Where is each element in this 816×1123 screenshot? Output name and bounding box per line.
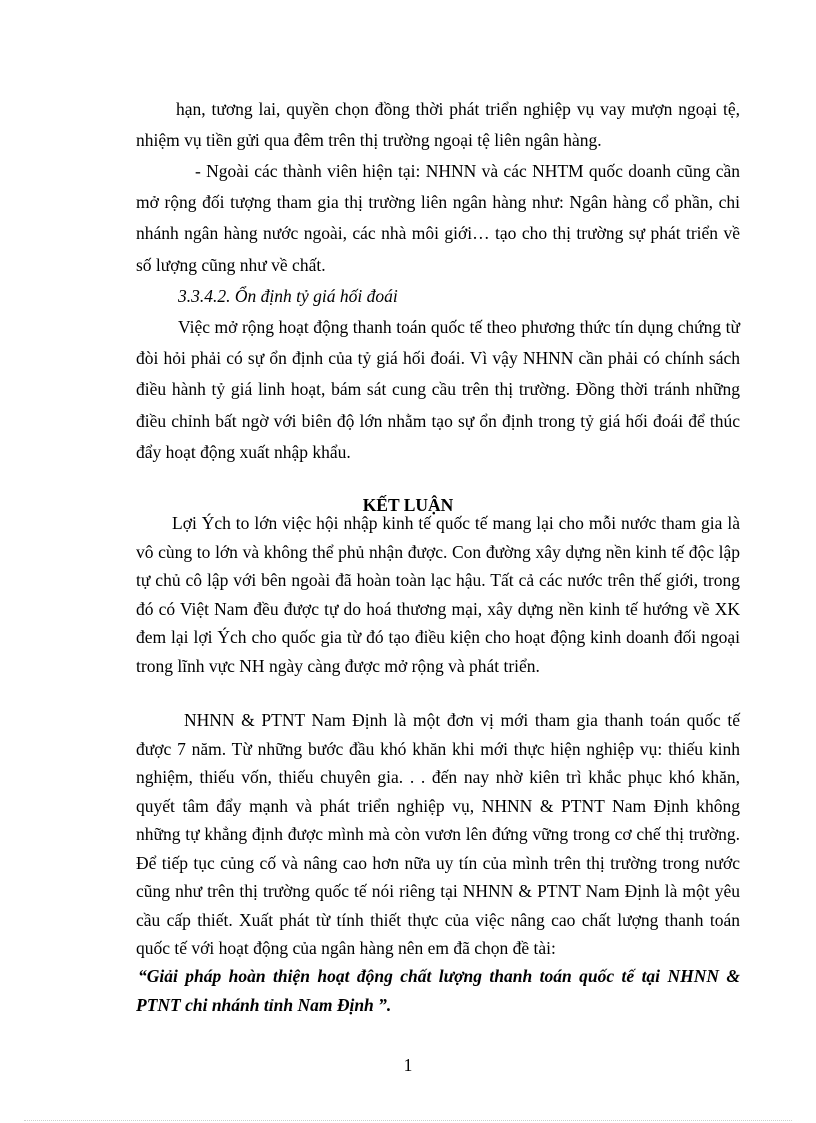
page-bottom-rule <box>24 1120 792 1121</box>
conclusion-heading: KẾT LUẬN <box>362 495 454 515</box>
page-number: 1 <box>403 1055 413 1075</box>
paragraph-participants: - Ngoài các thành viên hiện tại: NHNN và các NHTM quốc doanh cũng cần mở rộng đối tượng tham gia thị trường liên ngân hàng như: Ngân hàng cổ phần, chi nhánh ngân hàng nước ngoài, các nhà môi giới… tạo cho thị trường sự phát triển về số lượng cũng như về chất. <box>136 161 740 275</box>
thesis-topic-title: “Giải pháp hoàn thiện hoạt động chất lượng thanh toán quốc tế tại NHNN & PTNT chi nhánh tỉnh Nam Định ”. <box>136 966 740 1015</box>
paragraph-exchange-rate: Việc mở rộng hoạt động thanh toán quốc tế theo phương thức tín dụng chứng từ đòi hỏi phải có sự ổn định của tỷ giá hối đoái. Vì vậy NHNN cần phải có chính sách điều hành tỷ giá linh hoạt, bám sát cung cầu trên thị trường. Đồng thời tránh những điều chỉnh bất ngờ với biên độ lớn nhằm tạo sự ổn định trong tỷ giá hối đoái để thúc đẩy hoạt động xuất nhập khẩu. <box>136 317 740 462</box>
paragraph-interbank-continuation: hạn, tương lai, quyền chọn đồng thời phát triển nghiệp vụ vay mượn ngoại tệ, nhiệm vụ tiền gửi qua đêm trên thị trường ngoại tệ liên ngân hàng. <box>136 99 740 151</box>
section-subheading: 3.3.4.2. Ổn định tỷ giá hối đoái <box>178 286 398 306</box>
conclusion-paragraph-bank: NHNN & PTNT Nam Định là một đơn vị mới tham gia thanh toán quốc tế được 7 năm. Từ những bước đầu khó khăn khi mới thực hiện nghiệp vụ: thiếu kinh nghiệm, thiếu vốn, thiếu chuyên gia. . . đến nay nhờ kiên trì khắc phục khó khăn, quyết tâm đẩy mạnh và phát triển nghiệp vụ, NHNN & PTNT Nam Định không những tự khẳng định được mình mà còn vươn lên đứng vững trong cơ chế thị trường. Để tiếp tục củng cố và nâng cao hơn nữa uy tín của mình trên thị trường trong nước cũng như trên thị trường quốc tế nói riêng tại NHNN & PTNT Nam Định là một yêu cầu cấp thiết. Xuất phát từ tính thiết thực của việc nâng cao chất lượng thanh toán quốc tế với hoạt động của ngân hàng nên em đã chọn đề tài: <box>136 710 740 958</box>
conclusion-paragraph-benefits: Lợi Ých to lớn việc hội nhập kinh tế quốc tế mang lại cho mỗi nước tham gia là vô cùng to lớn và không thể phủ nhận được. Con đường xây dựng nền kinh tế độc lập tự chủ cô lập với bên ngoài đã hoàn toàn lạc hậu. Tất cả các nước trên thế giới, trong đó có Việt Nam đều được tự do hoá thương mại, xây dựng nền kinh tế hướng về XK đem lại lợi Ých cho quốc gia từ đó tạo điều kiện cho hoạt động kinh doanh đối ngoại trong lĩnh vực NH ngày càng được mở rộng và phát triển. <box>136 513 740 676</box>
